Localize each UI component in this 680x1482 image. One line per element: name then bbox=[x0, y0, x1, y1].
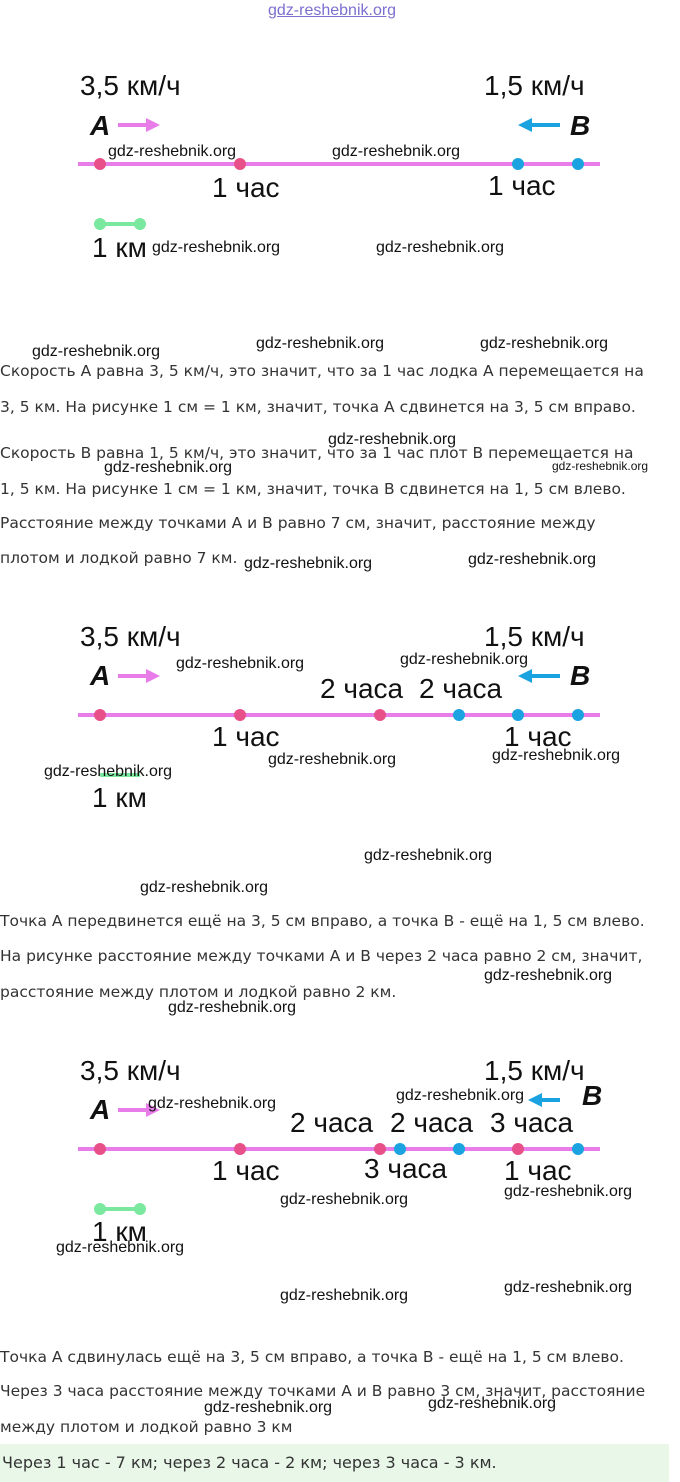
paragraph-line: Расстояние между точками A и B равно 7 см, значит, расстояние между bbox=[0, 514, 596, 532]
point-b-dot bbox=[572, 1143, 584, 1155]
watermark: gdz-reshebnik.org bbox=[428, 1395, 557, 1412]
arrow-right-icon bbox=[118, 118, 160, 132]
watermark: gdz-reshebnik.org bbox=[148, 1095, 277, 1112]
point-a-dot bbox=[94, 1143, 106, 1155]
arrow-left-icon bbox=[528, 1093, 560, 1107]
watermark: gdz-reshebnik.org bbox=[44, 763, 173, 780]
label-2h-a: 2 часа bbox=[320, 673, 404, 704]
label-1h-a: 1 час bbox=[212, 721, 280, 752]
watermark: gdz-reshebnik.org bbox=[108, 143, 237, 160]
paragraph-line: 1, 5 км. На рисунке 1 см = 1 км, значит, точка B сдвинется на 1, 5 см влево. bbox=[0, 480, 626, 498]
point-a-1h-dot bbox=[234, 1143, 246, 1155]
point-b-dot bbox=[572, 709, 584, 721]
label-3h-a: 3 часа bbox=[490, 1107, 574, 1138]
point-a-3h-dot bbox=[512, 1143, 524, 1155]
paragraph-line: На рисунке расстояние между точками A и B через 2 часа равно 2 см, значит, bbox=[0, 947, 643, 965]
watermark: gdz-reshebnik.org bbox=[268, 751, 397, 768]
watermark: gdz-reshebnik.org bbox=[396, 1087, 525, 1104]
paragraph-line: Скорость B равна 1, 5 км/ч, это значит, что за 1 час плот B перемещается на bbox=[0, 444, 634, 462]
point-b-1h-dot bbox=[512, 158, 524, 170]
paragraph-line: Через 3 часа расстояние между точками A и B равно 3 см, значит, расстояние bbox=[0, 1382, 646, 1400]
paragraph-line: Скорость A равна 3, 5 км/ч, это значит, что за 1 час лодка A перемещается на bbox=[0, 362, 644, 380]
point-b-label: B bbox=[570, 110, 591, 141]
paragraph-line: между плотом и лодкой равно 3 км bbox=[0, 1418, 293, 1436]
point-b-dot bbox=[572, 158, 584, 170]
point-a-dot bbox=[94, 709, 106, 721]
watermark-top-link[interactable]: gdz-reshebnik.org bbox=[268, 2, 397, 19]
label-1h-b: 1 час bbox=[504, 1155, 572, 1186]
watermark: gdz-reshebnik.org bbox=[244, 555, 373, 572]
watermark: gdz-reshebnik.org bbox=[400, 651, 529, 668]
watermark: gdz-reshebnik.org bbox=[484, 967, 613, 984]
point-b-1h-dot bbox=[512, 709, 524, 721]
point-a-2h-dot bbox=[374, 709, 386, 721]
watermark: gdz-reshebnik.org bbox=[504, 1279, 633, 1296]
watermark: gdz-reshebnik.org bbox=[376, 239, 505, 256]
point-a-label: A bbox=[90, 1094, 111, 1125]
watermark: gdz-reshebnik.org bbox=[168, 999, 297, 1016]
label-1h-b: 1 час bbox=[504, 721, 572, 752]
speed-a-label: 3,5 км/ч bbox=[80, 70, 181, 101]
watermark: gdz-reshebnik.org bbox=[280, 1287, 409, 1304]
watermark: gdz-reshebnik.org bbox=[552, 459, 649, 473]
watermark: gdz-reshebnik.org bbox=[492, 747, 621, 764]
scale-label: 1 км bbox=[92, 782, 147, 813]
scale-label: 1 км bbox=[92, 232, 147, 263]
scale-segment bbox=[94, 1203, 146, 1215]
label-2h-b: 2 часа bbox=[419, 673, 503, 704]
answer-box: Через 1 час - 7 км; через 2 часа - 2 км; через 3 часа - 3 км. bbox=[0, 1444, 669, 1482]
point-a-label: A bbox=[90, 110, 111, 141]
paragraph-line: Точка A передвинется ещё на 3, 5 см вправо, а точка B - ещё на 1, 5 см влево. bbox=[0, 912, 645, 930]
point-b-label: B bbox=[570, 660, 591, 691]
point-a-label: A bbox=[90, 660, 111, 691]
watermark: gdz-reshebnik.org bbox=[328, 431, 457, 448]
point-a-dot bbox=[94, 158, 106, 170]
paragraph-line: плотом и лодкой равно 7 км. bbox=[0, 549, 238, 567]
label-2h-a: 2 часа bbox=[290, 1107, 374, 1138]
point-a-1h-dot bbox=[234, 709, 246, 721]
label-1h-a: 1 час bbox=[212, 172, 280, 203]
label-3h-b: 3 часа bbox=[364, 1153, 448, 1184]
scale-label: 1 км bbox=[92, 1216, 147, 1247]
watermark: gdz-reshebnik.org bbox=[256, 335, 385, 352]
arrow-right-icon bbox=[118, 669, 160, 683]
speed-b-label: 1,5 км/ч bbox=[484, 70, 585, 101]
point-b-label: B bbox=[582, 1080, 603, 1111]
paragraph-line: расстояние между плотом и лодкой равно 2 км. bbox=[0, 983, 397, 1001]
watermark: gdz-reshebnik.org bbox=[468, 551, 597, 568]
paragraph-line: Точка A сдвинулась ещё на 3, 5 см вправо, а точка B - ещё на 1, 5 см влево. bbox=[0, 1348, 624, 1366]
watermark: gdz-reshebnik.org bbox=[176, 655, 305, 672]
watermark: gdz-reshebnik.org bbox=[364, 847, 493, 864]
watermark: gdz-reshebnik.org bbox=[480, 335, 609, 352]
watermark: gdz-reshebnik.org bbox=[56, 1239, 185, 1256]
watermark: gdz-reshebnik.org bbox=[104, 459, 233, 476]
paragraph-line: 3, 5 км. На рисунке 1 см = 1 км, значит, точка A сдвинется на 3, 5 см вправо. bbox=[0, 398, 636, 416]
speed-a-label: 3,5 км/ч bbox=[80, 621, 181, 652]
label-2h-b: 2 часа bbox=[390, 1107, 474, 1138]
watermark: gdz-reshebnik.org bbox=[140, 879, 269, 896]
scale-segment bbox=[94, 218, 146, 230]
watermark: gdz-reshebnik.org bbox=[504, 1183, 633, 1200]
watermark: gdz-reshebnik.org bbox=[332, 143, 461, 160]
speed-b-label: 1,5 км/ч bbox=[484, 1055, 585, 1086]
speed-b-label: 1,5 км/ч bbox=[484, 621, 585, 652]
point-b-2h-dot bbox=[453, 709, 465, 721]
watermark: gdz-reshebnik.org bbox=[280, 1191, 409, 1208]
watermark: gdz-reshebnik.org bbox=[32, 343, 161, 360]
watermark: gdz-reshebnik.org bbox=[204, 1399, 333, 1416]
arrow-left-icon bbox=[518, 118, 560, 132]
speed-a-label: 3,5 км/ч bbox=[80, 1055, 181, 1086]
label-1h-b: 1 час bbox=[488, 170, 556, 201]
arrow-left-icon bbox=[518, 669, 560, 683]
watermark: gdz-reshebnik.org bbox=[152, 239, 281, 256]
label-1h-a: 1 час bbox=[212, 1155, 280, 1186]
point-b-2h-dot bbox=[453, 1143, 465, 1155]
